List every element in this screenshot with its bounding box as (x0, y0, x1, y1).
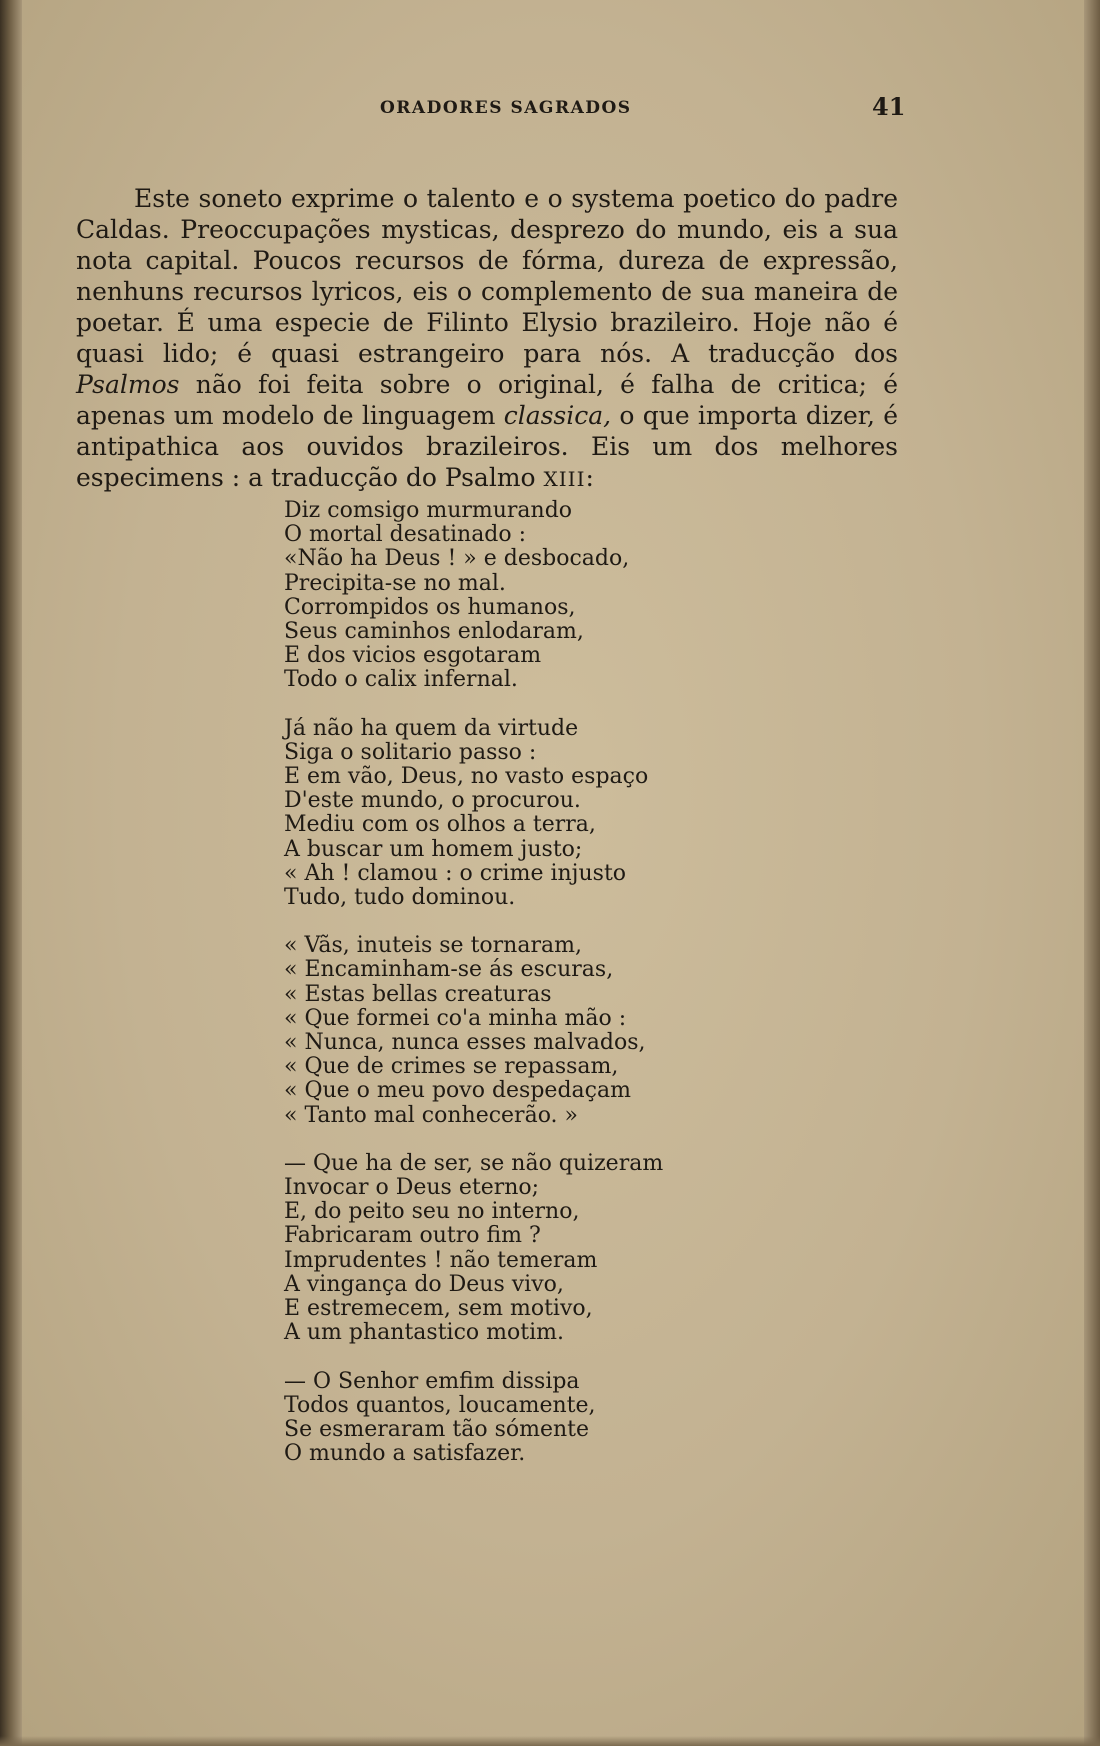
poem-line: « Que formei co'a minha mão : (284, 1005, 627, 1031)
poem-line: Imprudentes ! não temeram (284, 1247, 598, 1273)
poem-line: « Estas bellas creaturas (284, 981, 552, 1007)
poem-line: Precipita-se no mal. (284, 570, 506, 596)
poem-line: E estremecem, sem motivo, (284, 1296, 593, 1322)
poem-line: Corrompidos os humanos, (284, 594, 576, 620)
poem-line: A buscar um homem justo; (284, 836, 583, 862)
poem-line: « Vãs, inuteis se tornaram, (284, 933, 582, 959)
poem-line: « Nunca, nunca esses malvados, (284, 1030, 646, 1056)
poem-line: Siga o solitario passo : (284, 739, 537, 765)
poem-stanza (284, 1370, 663, 1467)
prose-text-4: : (585, 463, 594, 492)
poem-line: «Não ha Deus ! » e desbocado, (284, 546, 630, 572)
poem-stanza (284, 1152, 663, 1346)
poem-stanza (284, 499, 663, 693)
poem-line: « Encaminham-se ás escuras, (284, 957, 614, 983)
poem-stanza (284, 717, 663, 911)
poem-line: — O Senhor emfim dissipa (284, 1368, 580, 1394)
poem-line: E dos vicios esgotaram (284, 643, 542, 669)
prose-text-1: Este soneto exprime o talento e o systema poetico do padre Caldas. Preoccupações mysticas, desprezo do mundo, eis a sua nota capital. Poucos recursos de fórma, dureza de expressão, nenhuns recursos lyricos, eis o complemento de sua maneira de poetar. É uma especie de Filinto Elysio brazileiro. Hoje não é quasi lido; é quasi estrangeiro para nós. A traducção dos (76, 184, 898, 368)
poem-line: « Ah ! clamou : o crime injusto (284, 860, 627, 886)
prose-text-2: não foi feita sobre o original, é falha de critica; é apenas um modelo de linguagem (76, 370, 898, 430)
poem-line: O mortal desatinado : (284, 522, 527, 548)
page-right-edge-shadow (1084, 0, 1100, 1746)
poem-line: E, do peito seu no interno, (284, 1199, 580, 1225)
page-bottom-edge-shadow (0, 1736, 1100, 1746)
page-left-edge-shadow (0, 0, 22, 1746)
poem-line: E em vão, Deus, no vasto espaço (284, 764, 649, 790)
psalm-number: XIII (543, 467, 586, 491)
poem-stanza (284, 934, 663, 1128)
intro-paragraph (76, 183, 898, 495)
poem-line: Já não ha quem da virtude (284, 715, 579, 741)
poem-line: « Que o meu povo despedaçam (284, 1078, 631, 1104)
psalm-poem (284, 499, 663, 1466)
poem-line: « Que de crimes se repassam, (284, 1054, 619, 1080)
poem-line: Todos quantos, loucamente, (284, 1392, 596, 1418)
poem-line: A vingança do Deus vivo, (284, 1271, 564, 1297)
poem-line: Mediu com os olhos a terra, (284, 812, 596, 838)
poem-line: Tudo, tudo dominou. (284, 885, 516, 911)
poem-line: « Tanto mal conhecerão. » (284, 1102, 578, 1128)
poem-line: Fabricaram outro fim ? (284, 1223, 541, 1249)
page-number: 41 (872, 92, 906, 121)
poem-line: Se esmeraram tão sómente (284, 1416, 590, 1442)
poem-line: D'este mundo, o procurou. (284, 788, 581, 814)
poem-line: O mundo a satisfazer. (284, 1441, 526, 1467)
poem-line: Seus caminhos enlodaram, (284, 619, 584, 645)
prose-italic-psalmos: Psalmos (76, 370, 180, 399)
running-title: ORADORES SAGRADOS (380, 98, 632, 118)
poem-line: Diz comsigo murmurando (284, 498, 573, 523)
prose-italic-classica: classica, (503, 401, 612, 430)
prose-text-3: o que importa dizer, é antipathica aos ouvidos brazileiros. Eis um dos melhores especimens : a traducção do Psalmo (76, 401, 898, 492)
poem-line: A um phantastico motim. (284, 1320, 564, 1346)
poem-line: Invocar o Deus eterno; (284, 1175, 540, 1201)
poem-line: Todo o calix infernal. (284, 667, 518, 693)
poem-line: — Que ha de ser, se não quizeram (284, 1150, 664, 1176)
